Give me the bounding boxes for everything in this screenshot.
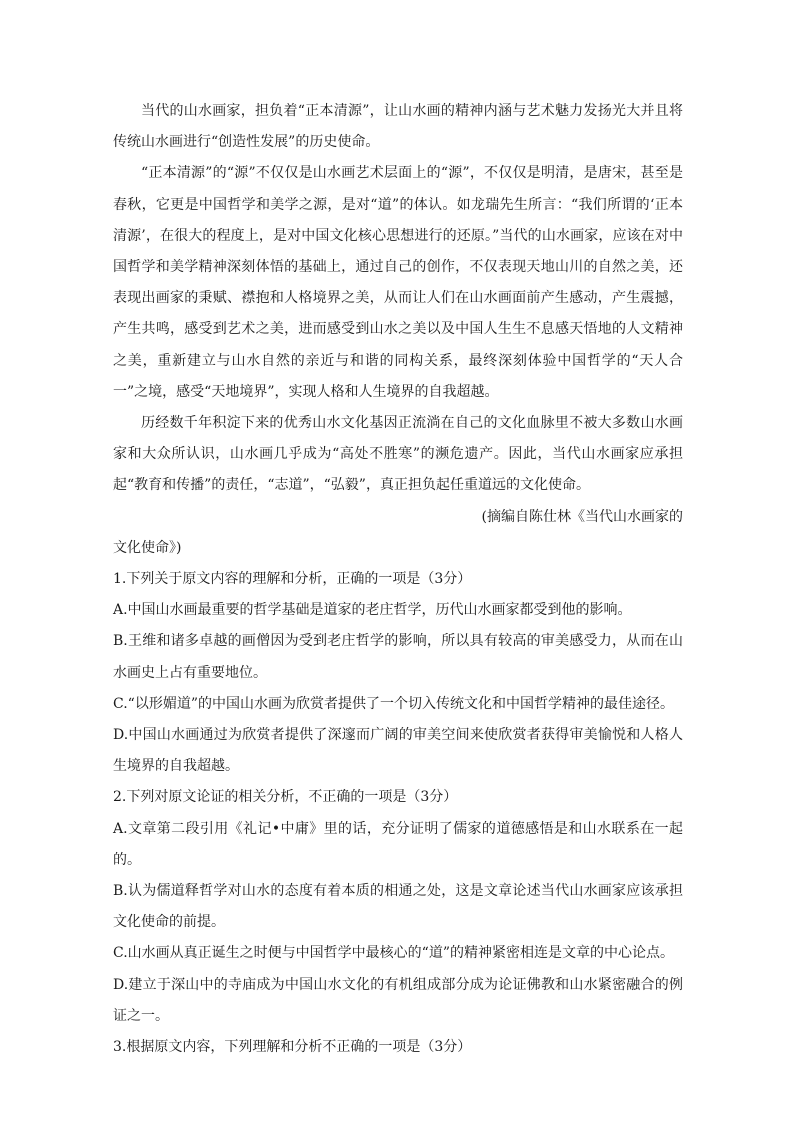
question-2-option-a: A.文章第二段引用《礼记•中庸》里的话，充分证明了儒家的道德感悟是和山水联系在一起的。 [113,820,683,868]
question-2-stem: 2.下列对原文论证的相关分析，不正确的一项是（3分） [113,789,458,806]
source-citation-line2: 文化使命》) [113,539,182,556]
document-page [113,96,683,1063]
question-2-option-d: D.建立于深山中的寺庙成为中国山水文化的有机组成部分成为论证佛教和山水紧密融合的例证之一。 [113,976,683,1024]
question-1-option-d: D.中国山水画通过为欣赏者提供了深邃而广阔的审美空间来使欣赏者获得审美愉悦和人格人生境界的自我超越。 [113,727,683,775]
question-1-option-a: A.中国山水画最重要的哲学基础是道家的老庄哲学，历代山水画家都受到他的影响。 [113,602,632,619]
question-3-stem: 3.根据原文内容，下列理解和分析不正确的一项是（3分） [113,1039,472,1056]
article-paragraph-1: 当代的山水画家，担负着“正本清源”，让山水画的精神内涵与艺术魅力发扬光大并且将传统山水画进行“创造性发展”的历史使命。 [113,103,683,151]
question-1-option-b: B.王维和诸多卓越的画僧因为受到老庄哲学的影响，所以具有较高的审美感受力，从而在山水画史上占有重要地位。 [113,633,683,681]
source-citation-line1: (摘编自陈仕林《当代山水画家的 [481,508,683,525]
question-2-option-c: C.山水画从真正诞生之时便与中国哲学中最核心的“道”的精神紧密相连是文章的中心论点。 [113,945,674,962]
article-paragraph-2: “正本清源”的“源”不仅仅是山水画艺术层面上的“源”，不仅仅是明清，是唐宋，甚至是春秋，它更是中国哲学和美学之源，是对“道”的体认。如龙瑞先生所言：“我们所谓的‘正本清源’，在很大的程度上，是对中国文化核心思想进行的还原。”当代的山水画家，应该在对中国哲学和美学精神深刻体悟的基础上，通过自己的创作，不仅表现天地山川的自然之美，还表现出画家的秉赋、襟抱和人格境界之美，从而让人们在山水画面前产生感动，产生震撼，产生共鸣，感受到艺术之美，进而感受到山水之美以及中国人生生不息感天悟地的人文精神之美，重新建立与山水自然的亲近与和谐的同构关系，最终深刻体验中国哲学的“天人合一”之境，感受“天地境界”，实现人格和人生境界的自我超越。 [113,165,683,400]
article-paragraph-3: 历经数千年积淀下来的优秀山水文化基因正流淌在自己的文化血脉里不被大多数山水画家和大众所认识，山水画几乎成为“高处不胜寒”的濒危遗产。因此，当代山水画家应承担起“教育和传播”的责任，“志道”，“弘毅”，真正担负起任重道远的文化使命。 [113,415,683,494]
question-1-option-c: C.“以形媚道”的中国山水画为欣赏者提供了一个切入传统文化和中国哲学精神的最佳途径。 [113,695,674,712]
question-1-stem: 1.下列关于原文内容的理解和分析，正确的一项是（3分） [113,571,472,588]
question-2-option-b: B.认为儒道释哲学对山水的态度有着本质的相通之处，这是文章论述当代山水画家应该承担文化使命的前提。 [113,883,683,931]
